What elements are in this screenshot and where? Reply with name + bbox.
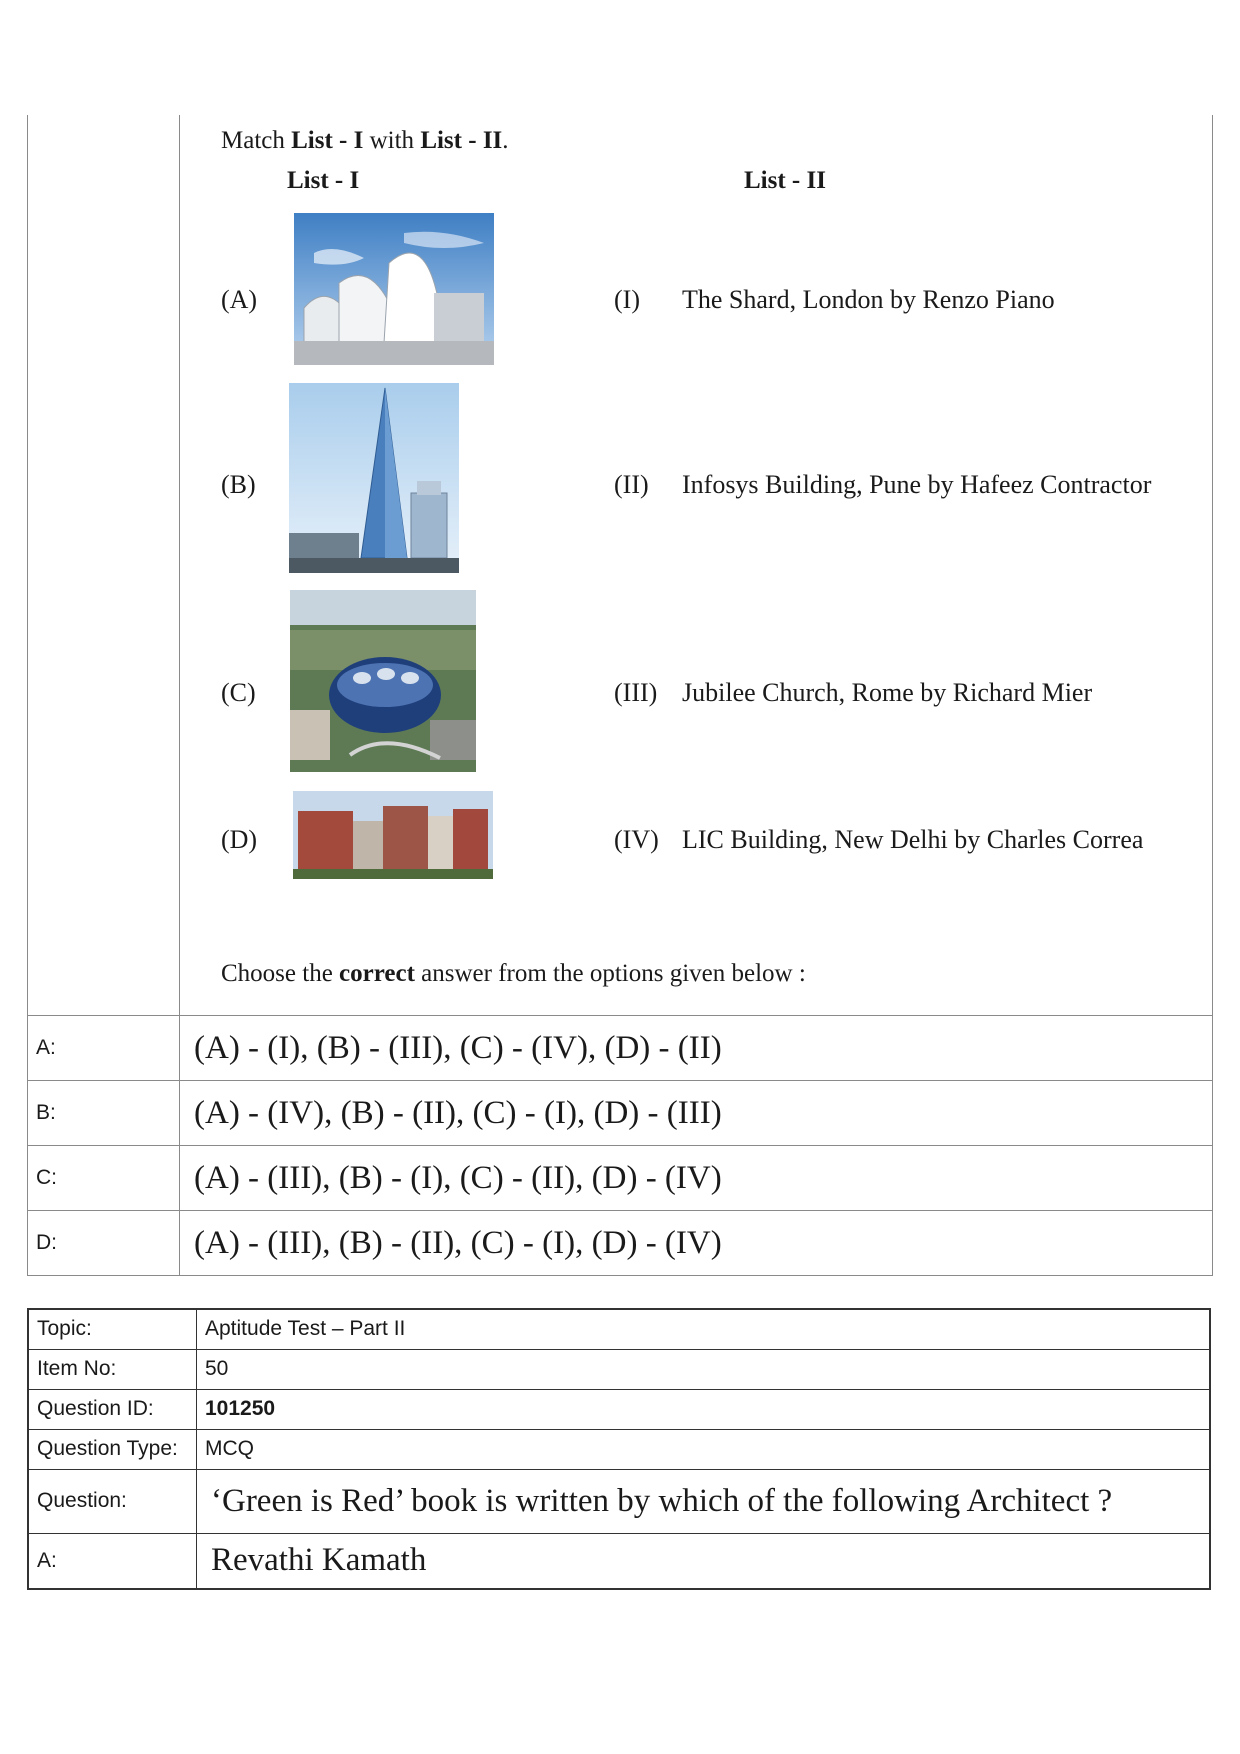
question-block-2	[27, 1308, 1211, 1590]
option-label: A:	[28, 1016, 180, 1081]
option-label: B:	[28, 1081, 180, 1146]
question-block-1	[27, 115, 1213, 1276]
topic-label: Topic:	[28, 1309, 197, 1349]
topic-value: Aptitude Test – Part II	[197, 1309, 1211, 1349]
list-2-text-i: The Shard, London by Renzo Piano	[682, 285, 1055, 314]
list-1-letter-b: (B)	[221, 470, 256, 499]
question-content	[180, 115, 1213, 1016]
list-2-numeral-i: (I)	[614, 285, 640, 314]
list-1-letter-c: (C)	[221, 678, 256, 707]
option-label: D:	[28, 1211, 180, 1276]
question-type-row	[28, 1429, 1210, 1469]
option-row-b	[28, 1081, 1213, 1146]
list-1-header: List - I	[287, 167, 360, 194]
answer-text: Revathi Kamath	[197, 1533, 1211, 1589]
the-shard-photo	[289, 383, 459, 573]
option-row-a	[28, 1016, 1213, 1081]
jubilee-church-photo	[294, 213, 494, 365]
list-2-numeral-iv: (IV)	[614, 825, 659, 854]
question-id-label: Question ID:	[28, 1389, 197, 1429]
item-no-row	[28, 1349, 1210, 1389]
option-text: (A) - (I), (B) - (III), (C) - (IV), (D) - (II)	[180, 1016, 1213, 1081]
question-type-value: MCQ	[197, 1429, 1211, 1469]
question-id-row	[28, 1389, 1210, 1429]
question-label: Question:	[28, 1469, 197, 1533]
lic-building-photo	[293, 791, 493, 879]
list-2-text-ii: Infosys Building, Pune by Hafeez Contractor	[682, 470, 1152, 499]
instruction-text: Choose the correct answer from the options given below :	[221, 960, 806, 987]
item-no-value: 50	[197, 1349, 1211, 1389]
list-2-text-iv: LIC Building, New Delhi by Charles Correa	[682, 825, 1144, 854]
question-1-table	[27, 115, 1213, 1276]
question-type-label: Question Type:	[28, 1429, 197, 1469]
question-intro: Match List - I with List - II.	[221, 127, 509, 154]
list-1-letter-d: (D)	[221, 825, 258, 854]
list-2-numeral-ii: (II)	[614, 470, 649, 499]
option-label: C:	[28, 1146, 180, 1211]
question-id-value: 101250	[197, 1389, 1211, 1429]
option-text: (A) - (IV), (B) - (II), (C) - (I), (D) - (III)	[180, 1081, 1213, 1146]
list-1-letter-a: (A)	[221, 285, 258, 314]
question-text: ‘Green is Red’ book is written by which of the following Architect ?	[197, 1469, 1211, 1533]
answer-row-a	[28, 1533, 1210, 1589]
option-row-c	[28, 1146, 1213, 1211]
infosys-building-photo	[290, 590, 476, 772]
question-row	[28, 1469, 1210, 1533]
topic-row	[28, 1309, 1210, 1349]
item-no-label: Item No:	[28, 1349, 197, 1389]
option-text: (A) - (III), (B) - (I), (C) - (II), (D) - (IV)	[180, 1146, 1213, 1211]
list-2-text-iii: Jubilee Church, Rome by Richard Mier	[682, 678, 1093, 707]
option-row-d	[28, 1211, 1213, 1276]
list-2-numeral-iii: (III)	[614, 678, 658, 707]
answer-label: A:	[28, 1533, 197, 1589]
option-text: (A) - (III), (B) - (II), (C) - (I), (D) - (IV)	[180, 1211, 1213, 1276]
list-2-header: List - II	[744, 167, 826, 194]
question-2-table	[27, 1308, 1211, 1590]
question-label-cell	[28, 115, 180, 1016]
